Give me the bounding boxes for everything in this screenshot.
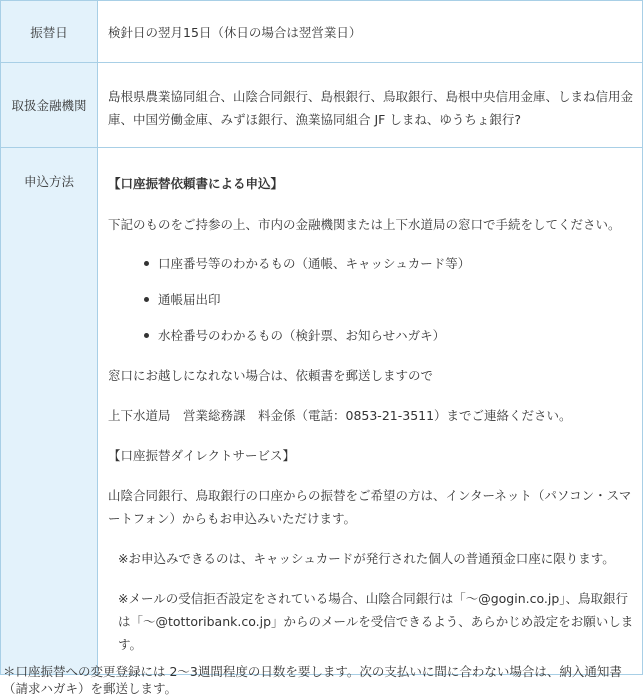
note-cash-card: ※お申込みできるのは、キャッシュカードが発行された個人の普通預金口座に限ります。 <box>118 551 615 566</box>
section-title-form: 【口座振替依頼書による申込】 <box>108 176 284 191</box>
list-item <box>108 324 634 347</box>
direct-service-text: 山陰合同銀行、鳥取銀行の口座からの振替をご希望の方は、インターネット（パソコン・スマートフォン）からもお申込みいただけます。 <box>108 488 632 526</box>
label-institutions: 取扱金融機関 <box>11 98 87 113</box>
list-item-text: 水栓番号のわかるもの（検針票、お知らせハガキ） <box>158 328 446 343</box>
institutions-text: 島根県農業協同組合、山陰合同銀行、島根銀行、鳥取銀行、島根中央信用金庫、しまね信用金庫、中国労働金庫、みずほ銀行、漁業協同組合 JF しまね、ゆうちょ銀行? <box>108 89 634 127</box>
note-email-settings: ※メールの受信拒否設定をされている場合、山陰合同銀行は「～@gogin.co.jp」、鳥取銀行は「～@tottoribank.co.jp」からのメールを受信できるよう、あらかじめ設定をお願いします。 <box>118 591 634 652</box>
bullet-icon <box>144 261 149 266</box>
footnote: ＊口座振替への変更登録には 2～3週間程度の日数を要します。次の支払いに間に合わない場合は、納入通知書（請求ハガキ）を郵送します。 <box>3 664 622 696</box>
list-item-text: 通帳届出印 <box>158 292 221 307</box>
list-item-text: 口座番号等のわかるもの（通帳、キャッシュカード等） <box>158 256 471 271</box>
header-cell <box>1 148 98 675</box>
value-cell <box>98 148 643 675</box>
section-title-direct: 【口座振替ダイレクトサービス】 <box>108 448 296 463</box>
transfer-date-text: 検針日の翌月15日（休日の場合は翌営業日） <box>108 25 362 40</box>
list-item <box>108 252 634 275</box>
label-transfer-date: 振替日 <box>30 25 68 40</box>
required-items-list <box>108 252 634 347</box>
row-transfer-date <box>1 1 643 63</box>
list-item <box>108 288 634 311</box>
row-application <box>1 148 643 675</box>
intro-text: 下記のものをご持参の上、市内の金融機関または上下水道局の窓口で手続をしてください。 <box>108 217 621 232</box>
header-cell <box>1 63 98 148</box>
value-cell <box>98 63 643 148</box>
mail-note-text: 窓口にお越しになれない場合は、依頼書を郵送しますので <box>108 368 434 383</box>
row-institutions <box>1 63 643 148</box>
contact-text: 上下水道局 営業総務課 料金係（電話：0853-21-3511）までご連絡ください。 <box>108 408 572 423</box>
header-cell <box>1 1 98 63</box>
label-application: 申込方法 <box>23 174 74 189</box>
bullet-icon <box>144 333 149 338</box>
bullet-icon <box>144 297 149 302</box>
value-cell <box>98 1 643 63</box>
